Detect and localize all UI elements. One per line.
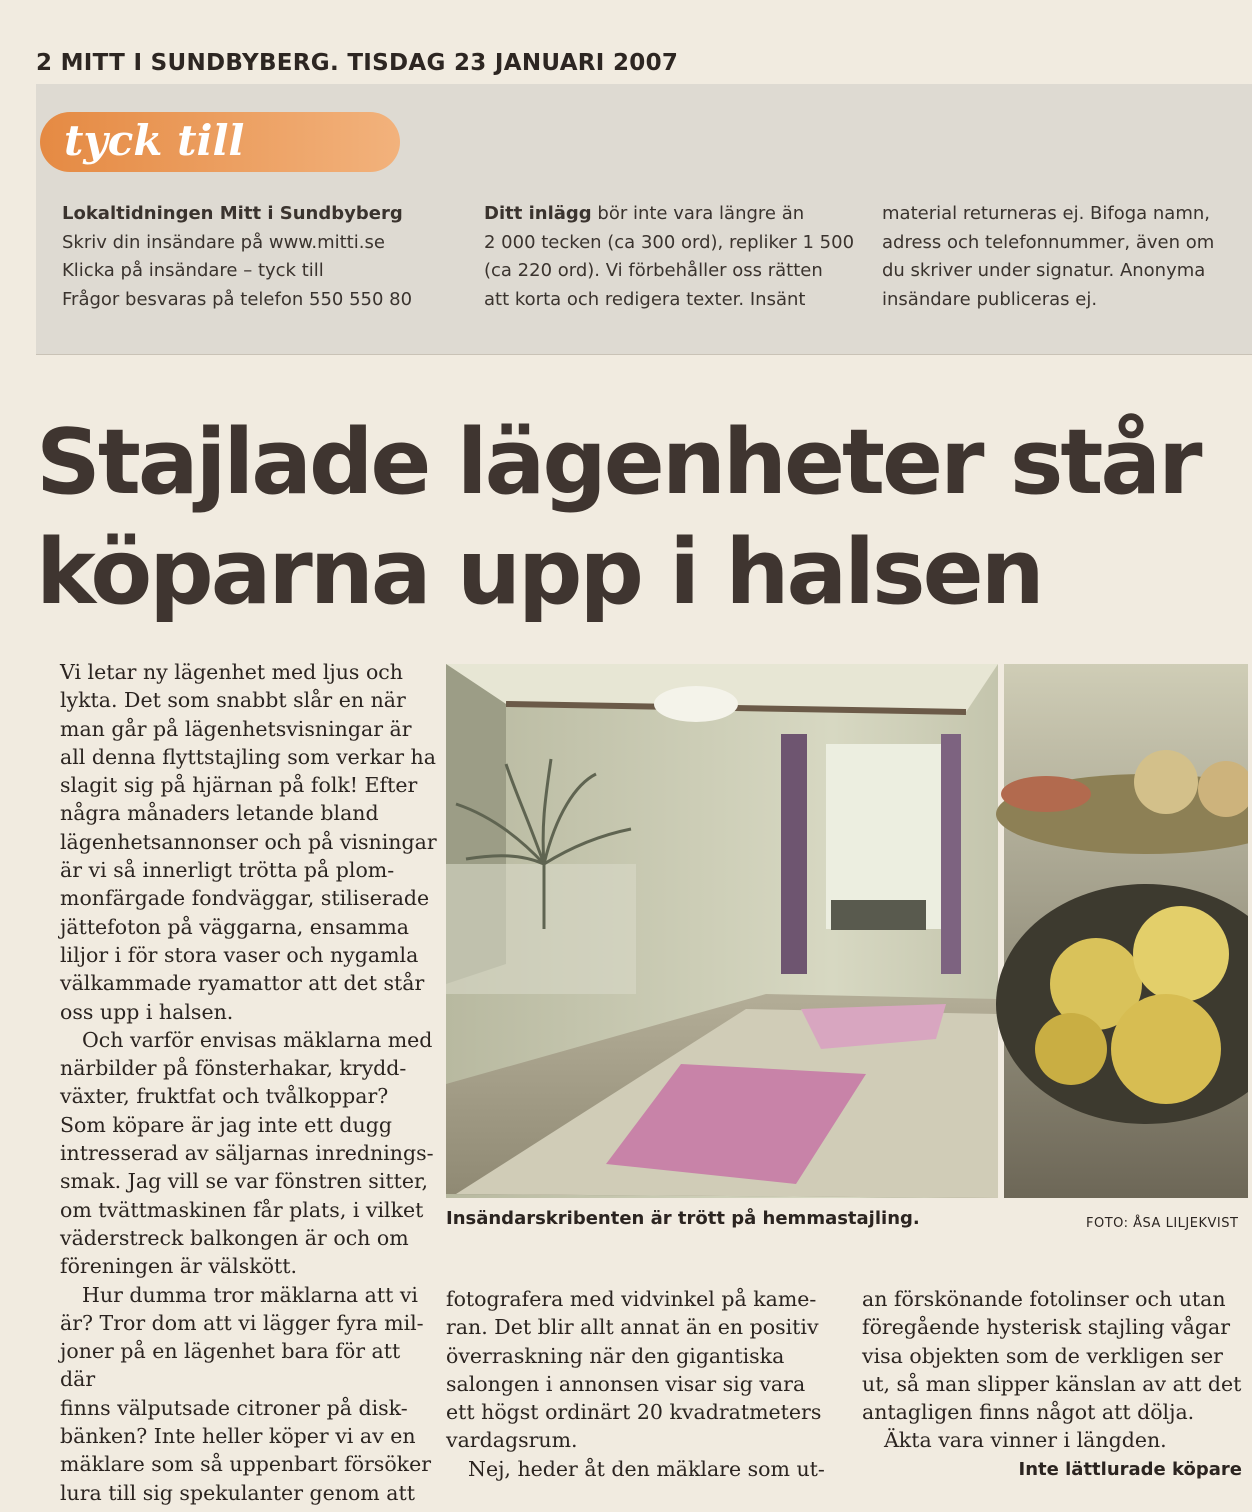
info-line: Klicka på insändare – tyck till [62,260,324,281]
text-line: Äkta vara vinner i längden. [884,1428,1167,1453]
info-line: Skriv din insändare på www.mitti.se [62,231,385,253]
text-line: fotografera med vidvinkel på kame- [446,1287,817,1311]
info-line: Frågor besvaras på telefon 550 550 80 [62,288,413,310]
info-line: du skriver under signatur. Anonyma [882,260,1206,281]
article-photo [446,664,1248,1198]
paragraph [60,1026,440,1281]
headline-line: köparna upp i halsen [36,520,1042,625]
text-line: oss upp i halsen. [60,999,234,1024]
info-column-2 [484,200,854,314]
info-column-1 [62,200,412,314]
text-line: om tvättmaskinen får plats, i vilket [60,1197,424,1222]
text-line: ett högst ordinärt 20 kvadratmeters [446,1400,822,1425]
text-line: intresserad av säljarnas inrednings- [60,1141,434,1166]
info-line: att korta och redigera texter. Insänt [484,288,806,310]
paragraph [862,1426,1248,1454]
body-column-2 [446,1285,846,1483]
text-line: Som köpare är jag inte ett dugg [60,1112,392,1137]
info-col2-heading: Ditt inlägg [484,203,592,224]
text-line: Vi letar ny lägenhet med ljus och [60,660,403,684]
text-line: an förskönande fotolinser och utan [862,1287,1226,1311]
text-line: lura till sig spekulanter genom att [60,1480,415,1505]
info-line: material returneras ej. Bifoga namn, [882,203,1210,224]
text-line: joner på en lägenhet bara för att där [60,1339,401,1392]
photo-caption: Insändarskribenten är trött på hemmastajling. [446,1208,920,1229]
info-line: insändare publiceras ej. [882,288,1098,310]
text-line: antagligen finns något att dölja. [862,1400,1195,1425]
info-line: bör inte vara längre än [591,203,805,224]
section-tag-label: tyck till [64,116,245,165]
photo-credit: FOTO: ÅSA LILJEKVIST [1086,1216,1239,1231]
text-line: är vi så innerligt trötta på plom- [60,858,395,883]
text-line: växter, fruktfat och tvålkoppar? [60,1084,389,1109]
text-line: överraskning när den gigantiska [446,1343,785,1368]
info-col1-heading: Lokaltidningen Mitt i Sundbyberg [62,203,403,224]
paragraph [446,1285,846,1455]
text-line: föreningen är välskött. [60,1254,297,1279]
text-line: visa objekten som de verkligen ser [862,1343,1223,1368]
text-line: jättefoton på väggarna, ensamma [60,914,409,939]
paragraph [60,658,440,1026]
paragraph [862,1285,1248,1426]
headline-line: Stajlade lägenheter står [36,410,1200,515]
text-line: lägenhetsannonser och på visningar [60,829,437,854]
info-column-3 [882,200,1214,314]
text-line: några månaders letande bland [60,801,379,826]
text-line: ran. Det blir allt annat än en positiv [446,1315,819,1340]
body-column-3 [862,1285,1248,1455]
text-line: mäklare som så uppenbart försöker [60,1452,432,1477]
text-line: monfärgade fondväggar, stiliserade [60,886,430,911]
text-line: väderstreck balkongen är och om [60,1225,409,1250]
text-line: man går på lägenhetsvisningar är [60,716,412,741]
section-tag [40,112,400,172]
info-line: (ca 220 ord). Vi förbehåller oss rätten [484,260,823,281]
text-line: all denna flyttstajling som verkar ha [60,744,436,769]
text-line: närbilder på fönsterhakar, krydd- [60,1056,407,1081]
info-box [36,84,1252,355]
paragraph [60,1281,440,1507]
text-line: smak. Jag vill se var fönstren sitter, [60,1169,429,1194]
info-line: adress och telefonnummer, även om [882,231,1215,253]
text-line: ut, så man slipper känslan av att det [862,1371,1242,1396]
text-line: liljor i för stora vaser och nygamla [60,942,419,967]
article-signature: Inte lättlurade köpare [1018,1459,1242,1480]
text-line: Hur dumma tror mäklarna att vi [82,1282,418,1307]
info-line: 2 000 tecken (ca 300 ord), repliker 1 500 [484,231,855,253]
text-line: lykta. Det som snabbt slår en när [60,688,406,713]
text-line: Nej, heder åt den mäklare som ut- [468,1456,825,1481]
text-line: vardagsrum. [446,1428,578,1453]
text-line: välkammade ryamattor att det står [60,971,425,996]
text-line: finns välputsade citroner på disk- [60,1395,408,1420]
masthead: 2 MITT I SUNDBYBERG. TISDAG 23 JANUARI 2007 [36,50,679,76]
bedroom-photo-illustration [446,664,1248,1198]
text-line: bänken? Inte heller köper vi av en [60,1424,416,1449]
text-line: salongen i annonsen visar sig vara [446,1371,806,1396]
body-column-1 [60,658,440,1507]
text-line: är? Tror dom att vi lägger fyra mil- [60,1310,424,1335]
text-line: föregående hysterisk stajling vågar [862,1315,1231,1340]
text-line: slagit sig på hjärnan på folk! Efter [60,773,418,798]
text-line: Och varför envisas mäklarna med [82,1027,433,1052]
headline [36,408,1200,628]
paragraph [446,1455,846,1483]
